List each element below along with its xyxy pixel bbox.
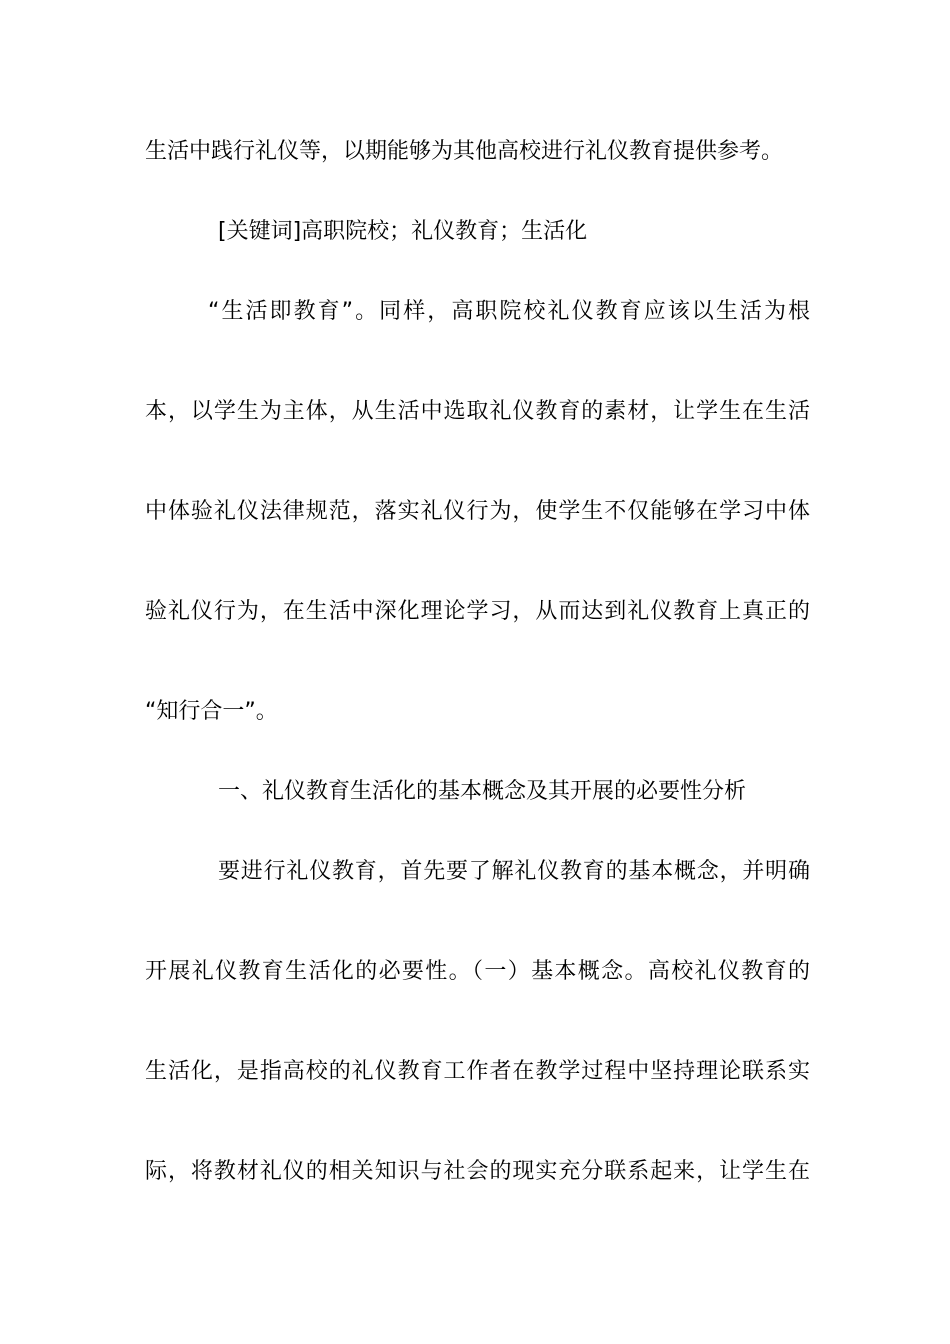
paragraph-body-line-1: 要进行礼仪教育，首先要了解礼仪教育的基本概念，并明确	[218, 859, 810, 884]
keywords-line: [关键词]高职院校；礼仪教育；生活化	[218, 219, 588, 244]
paragraph-intro-line-1: “生活即教育”。同样，高职院校礼仪教育应该以生活为根	[208, 299, 810, 324]
paragraph-intro-line-5: “知行合一”。	[145, 699, 278, 724]
text-line-continuation: 生活中践行礼仪等，以期能够为其他高校进行礼仪教育提供参考。	[145, 139, 784, 164]
paragraph-intro-line-3: 中体验礼仪法律规范，落实礼仪行为，使学生不仅能够在学习中体	[145, 499, 810, 524]
paragraph-intro-line-2: 本，以学生为主体，从生活中选取礼仪教育的素材，让学生在生活	[145, 399, 810, 424]
paragraph-body-line-4: 际，将教材礼仪的相关知识与社会的现实充分联系起来，让学生在	[145, 1159, 810, 1184]
paragraph-body-line-2: 开展礼仪教育生活化的必要性。（一）基本概念。高校礼仪教育的	[145, 959, 810, 984]
paragraph-body-line-3: 生活化，是指高校的礼仪教育工作者在教学过程中坚持理论联系实	[145, 1059, 810, 1084]
paragraph-intro-line-4: 验礼仪行为，在生活中深化理论学习，从而达到礼仪教育上真正的	[145, 599, 810, 624]
section-heading: 一、礼仪教育生活化的基本概念及其开展的必要性分析	[218, 779, 747, 804]
